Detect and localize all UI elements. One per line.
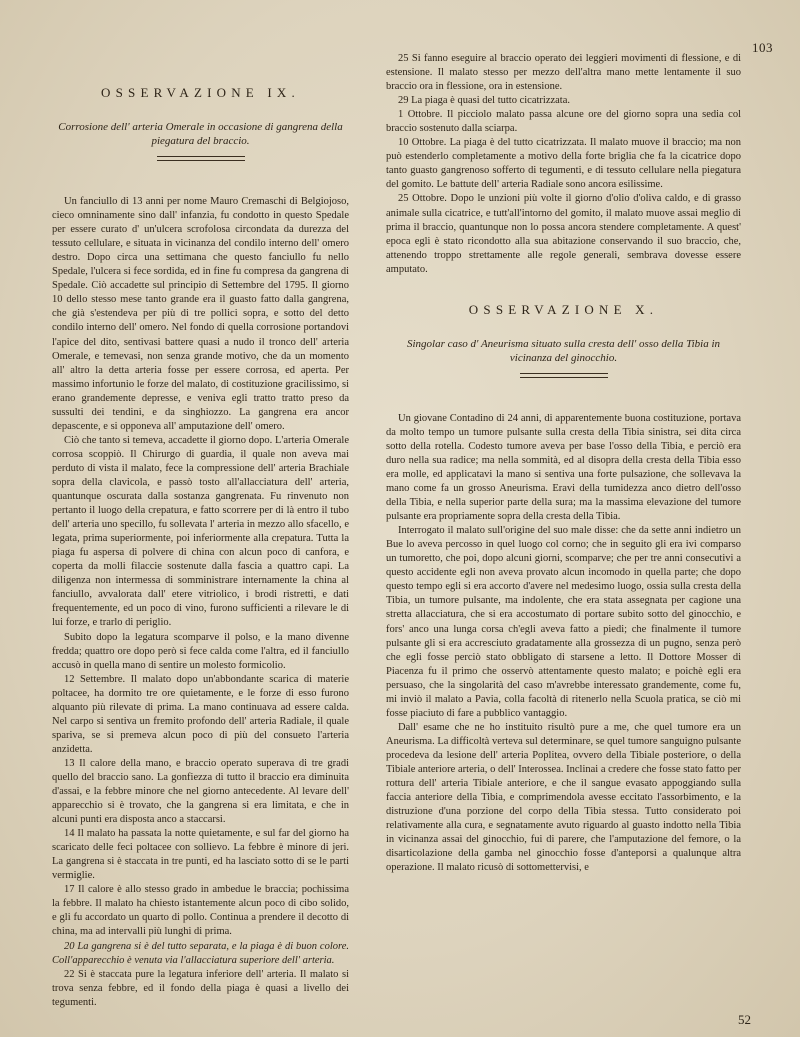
page-number: 103: [752, 40, 773, 55]
paragraph: Dall' esame che ne ho instituito risultò pure a me, che quel tumore era un Aneurisma. La difficoltà verteva sul determinare, se quel tumore sanguigno pulsante procedeva da lesione dell' arteria Poplitea, ovvero della Tibiale posteriore, o della Tibiale anteriore arteria, o dell' Interossea. Inclinai a credere che fosse stato fatto per rottura dell' arteria Tibiale anteriore, e che il sangue evasato appoggiando sulla faccia anteriore della Tibia, e comprimendola avesse eccitato l'assorbimento, e la distruzione d'una porzione del corpo della Tibia stessa. Tutto considerato poi relativamente alla cura, e segnatamente avuto riguardo al guasto indotto nella Tibia in vicinanza assai del ginocchio, fui di parere, che l'amputazione del femore, o la disarticolazione della gamba nel ginocchio fosse d'anteporsi a qualunque altra operazione. Il malato ricusò di sottomettervisi, e: [386, 721, 741, 874]
observation-heading: OSSERVAZIONE X.: [468, 301, 659, 317]
paragraph: 29 La piaga è quasi del tutto cicatrizzata.: [398, 95, 571, 107]
paragraph: 20 La gangrena si è del tutto separata, e la piaga è di buon colore. Coll'apparecchio è venuta via l'allacciatura superiore dell' arteria.: [52, 940, 349, 966]
paragraph: 13 Il calore della mano, e braccio operato superava di tre gradi quello del braccio sano. La gonfiezza di tutto il braccio era diminuita d'assai, e la febbre minore che nel giorno antecedente. Al levare dell' apparecchio si è trovato, che la gangrena si era limitata, e che in alcuni punti era disposta anco a staccarsi.: [52, 757, 349, 826]
signature-mark: 52: [738, 1012, 751, 1027]
paragraph: Subito dopo la legatura scomparve il polso, e la mano divenne fredda; quattro ore dopo però si fece calda come l'altra, ed il fanciullo accusò in quella mano di sentire un molesto formicolio.: [52, 631, 349, 671]
paragraph: 22 Si è staccata pure la legatura inferiore dell' arteria. Il malato si trova senza febbre, ed il fondo della piaga è quasi a livello dei tegumenti.: [52, 968, 349, 1008]
left-column: [52, 86, 349, 1010]
paragraph: Ciò che tanto si temeva, accadette il giorno dopo. L'arteria Omerale corrosa scoppiò. Il Chirurgo di guardia, il quale non aveva mai perduto di vista il malato, fece la compressione dell' arteria Brachiale sopra della clavicola, e passò tosto all'allacciatura dell' arteria, quantunque oscurata dalla sostanza gangrenata. Fu rinvenuto non pertanto il luogo della crepatura, e fatto scorrere per di là entro il tubo dell' arteria uno specillo, fu sollevata l' arteria in mezzo allo sfacello, e legata, prima superiormente, poi inferiormente alla crepatura. Tutta la piaga fu aspersa di polvere di china con alcun poco di canfora, e coperta da molli filaccie sostenute dalla fascia a quattro capi. La diligenza non intermessa di somministrare internamente la china al fanciullo, avvalorata dall' etere vitriolico, i brodi ristretti, e dati frequentemente, ed un poco di vino, furono sufficienti a rilevare le di lui forze, e trarlo di periglio.: [52, 434, 349, 629]
paragraph: 14 Il malato ha passata la notte quietamente, e sul far del giorno ha scaricato delle feci poltacee con sollievo. La febbre è minore di jeri. La gangrena si è staccata in tre punti, ed ha lasciato sotto di se le parti vermiglie.: [52, 828, 349, 882]
paragraph: Interrogato il malato sull'origine del suo male disse: che da sette anni indietro un Bue lo aveva percosso in quel luogo col corno; che in seguito gli era ivi comparso un tumoretto, che poi, dopo alcuni giorni, scomparve; che per tre anni consecutivi a questo accidente egli non aveva provato alcun incomodo in quella parte; che dopo questo tempo egli si era accorto d'avere nel medesimo luogo, ossia sulla cresta della Tibia, un tumore pulsante, ma indolente, che era stata assegnata per cagione una stretta allacciatura, che si era accostumato di portare subito sotto del ginocchio, e fors' anco una lunga corsa ch'egli aveva fatto a piedi; che finalmente il tumore pulsante gli si era accresciuto gradatamente alla grossezza di un pugno, senza però che egli fosse perciò stato obbligato di starsene a letto. Il Dottore Mosser di Piacenza fu il primo che osservò attentamente questo malato; e poichè egli era persuaso, che la singolarità del caso m'avrebbe interessato grandemente, come fu, mi inviò il malato a Pavia, colla facoltà di ritenerlo nella Scuola pratica, se ciò mi fosse piaciuto di fare a pubblico vantaggio.: [386, 525, 741, 719]
paragraph: Un giovane Contadino di 24 anni, di apparentemente buona costituzione, portava da molto tempo un tumore pulsante sulla cresta della Tibia sinistra, sei dita circa sotto della rotella. Codesto tumore aveva per base l'osso della Tibia, e perciò era duro nella sua radice; ma nella sommità, ed al disopra della cresta della Tibia esso era molle, ed applicatavi la mano si sentiva una forte pulsazione, che sollevava la mano come fa un grosso Aneurisma. Eravi della tumidezza anco dietro dell'osso della Tibia, e nella superior parte della sura; ma la massima elevazione del tumore pulsante era propriamente sopra della cresta della Tibia.: [386, 412, 741, 523]
double-rule-divider: [520, 373, 608, 378]
paragraph: 25 Si fanno eseguire al braccio operato dei leggieri movimenti di flessione, e di estensione. Il malato stesso per mezzo dell'altra mano mette lentamente il suo braccio ora in flessione, ora in estensione.: [386, 53, 741, 93]
paragraph: 17 Il calore è allo stesso grado in ambedue le braccia; pochissima la febbre. Il malato ha chiesto istantemente alcun poco di cibo solido, e gli fu accordato un quarto di pollo. Continua a prendere il decotto di china, ma ad intervalli più lunghi di prima.: [52, 884, 349, 938]
double-rule-divider: [157, 156, 245, 161]
right-column: [386, 52, 741, 875]
observation-title: Corrosione dell' arteria Omerale in occasione di gangrena della piegatura del braccio.: [58, 121, 343, 148]
paragraph: 12 Settembre. Il malato dopo un'abbondante scarica di materie poltacee, ha dormito tre ore quietamente, e le forze di esso furono alquanto più rilevate di prima. La mano continuava ad essere calda. Nel carpo si sentiva un fremito profondo dell' arteria Radiale, il quale spariva, se si premeva alcun poco di più del consueto l'arteria anzidetta.: [52, 673, 349, 755]
paragraph: Un fanciullo di 13 anni per nome Mauro Cremaschi di Belgiojoso, cieco omninamente sino dall' infanzia, fu condotto in questo Spedale per essere curato d' un'ulcera scrofolosa circondata da durezza del tessuto cellulare, e situata in vicinanza del condilo interno dell' omero destro. Dopo circa una settimana che questo fanciullo fu nello Spedale, l'ulcera si fece sordida, ed in fine fu compresa da gangrena di Spedale. Ciò accadette sul principio di Settembre del 1795. Il giorno 10 dello stesso mese tanto grande era il guasto fatto dalla gangrena, che già s'estendeva per più di tre pollici sopra, e sotto del detto condilo interno dell' omero. Nel fondo di quella corrosione portandovi l'apice del dito, sentivasi battere quasi a nudo il tronco dell' arteria Omerale, e temevasi, non senza grande motivo, che da un momento all' altro la detta arteria fosse per essere corrosa, ed aperta. Per massimo infortunio le forze del malato, di costituzione gracilissimo, si erano grandemente depresse, e veniva egli tratto tratto preso da sussulti dei tendini, e da singhiozzo. La gangrena era ancor depascente, e si opponeva all' amputazione dell' omero.: [52, 196, 349, 432]
paragraph: 25 Ottobre. Dopo le unzioni più volte il giorno d'olio d'oliva caldo, e di grasso animale sulla cicatrice, e tutt'all'intorno del gomito, il malato muove assai meglio di prima il braccio, quantunque non lo possa ancora stendere completamente. A quest' epoca egli è stato ricondotto alla sua abitazione conservando il suo braccio, che, attenendo troppo strettamente alle regole generali, sembrava dovesse essere amputato.: [386, 193, 741, 275]
observation-title: Singolar caso d' Aneurisma situato sulla cresta dell' osso della Tibia in vicinanza del ginocchio.: [406, 337, 721, 364]
observation-heading: OSSERVAZIONE IX.: [101, 85, 300, 100]
paragraph: 10 Ottobre. La piaga è del tutto cicatrizzata. Il malato muove il braccio; ma non può estenderlo completamente a motivo della forte briglia che fa la cicatrice dopo tanto guasto gangrenoso sofferto di tegumenti, e di tessuto cellulare nella piegatura del gomito. Le battute dell' arteria Radiale sono ancora esilissime.: [386, 137, 741, 191]
paragraph: 1 Ottobre. Il picciolo malato passa alcune ore del giorno sopra una sedia col braccio sostenuto dalla sciarpa.: [386, 109, 741, 135]
